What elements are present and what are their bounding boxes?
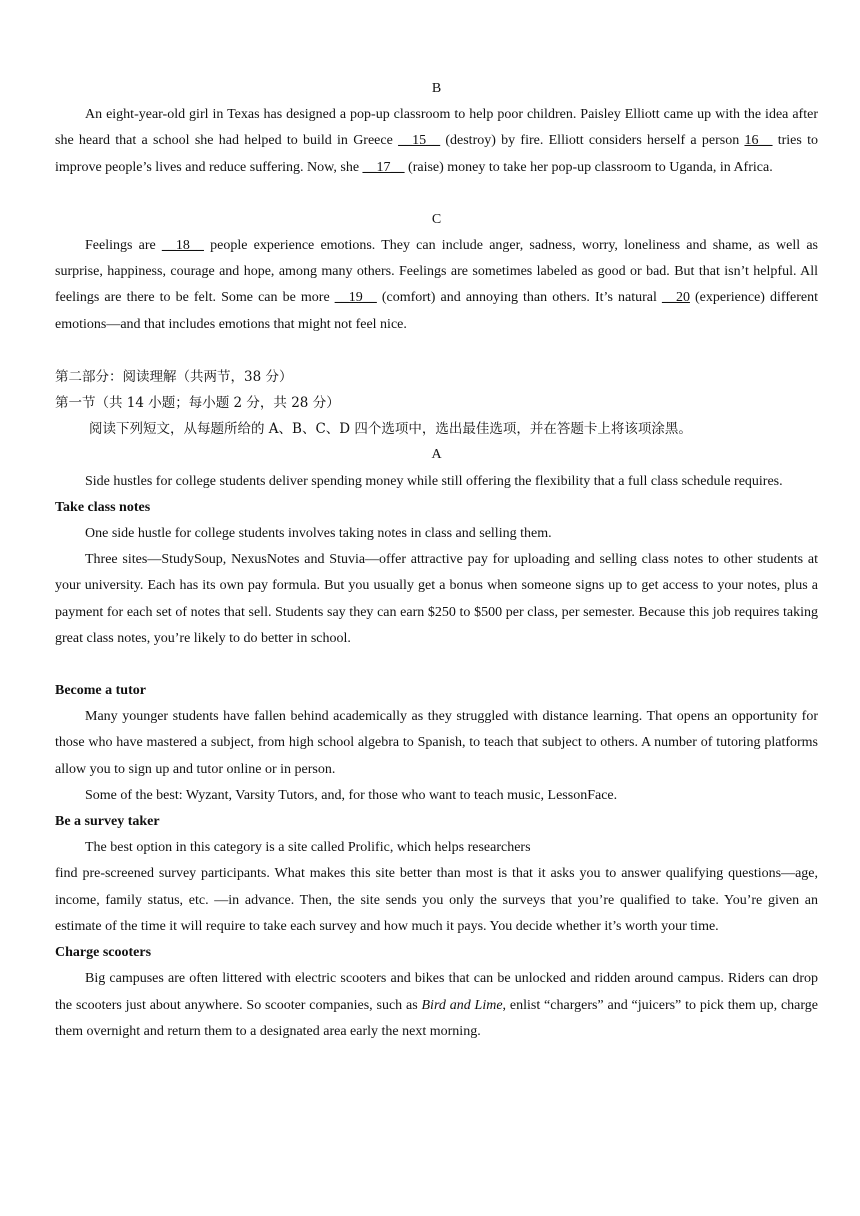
part2-section1-title: 第一节（共 14 小题；每小题 2 分，共 28 分）	[55, 395, 340, 412]
section-b-paragraph	[55, 102, 818, 181]
blank-16: 16__	[744, 133, 773, 149]
text-segment: tries to improve people’s lives and reduce suffering. Now, she	[55, 133, 818, 175]
blank-15: __15__	[398, 133, 441, 149]
blank-18: __18__	[161, 238, 204, 254]
subheading-be-a-survey-taker: Be a survey taker	[55, 814, 160, 830]
blank-19: __19__	[334, 290, 377, 306]
paragraph: Many younger students have fallen behind academically as they struggled with distance learning. That opens an opportunity for those who have mastered a subject, from high school algebra to Spanish, to teach that subject to others. A number of tutoring platforms allow you to sign up and tutor online or in person.	[55, 709, 818, 777]
paragraph-continuation: find pre-screened survey participants. What makes this site better than most is that it asks you to answer qualifying questions—age, income, family status, etc. —in advance. Then, the site sends you only the surveys that you’re qualified to take. You’re given an estimate of the time it will require to take each survey and how much it pays. You decide whether it’s worth your time.	[55, 866, 818, 934]
document-page	[55, 76, 818, 1045]
text-segment: people experience emotions. They can include anger, sadness, worry, loneliness and shame, as well as surprise, happiness, courage and hope, among many others. Feelings are sometimes labeled as good or bad. But that isn’t helpful. All feelings are there to be felt. Some can be more	[55, 238, 818, 306]
paragraph	[55, 966, 818, 1045]
paragraph: One side hustle for college students involves taking notes in class and selling them.	[85, 526, 552, 542]
blank-17: __17__	[362, 159, 405, 175]
text-segment: Big campuses are often littered with electric scooters and bikes that can be unlocked and ridden around campus. Riders can drop the scooters just about anywhere. So scooter companies, such as	[55, 971, 818, 1013]
text-segment: (destroy) by fire. Elliott considers herself a person	[440, 133, 745, 149]
subheading-take-class-notes: Take class notes	[55, 499, 151, 515]
paragraph: Some of the best: Wyzant, Varsity Tutors, and, for those who want to teach music, LessonFace.	[85, 787, 618, 803]
section-c-heading: C	[431, 211, 442, 227]
section-c-paragraph	[55, 233, 818, 338]
part2-instruction: 阅读下列短文，从每题所给的 A、B、C、D 四个选项中，选出最佳选项，并在答题卡上将该项涂黑。	[89, 421, 692, 438]
text-segment: (experience) different emotions—and that includes emotions that might not feel nice.	[55, 290, 818, 332]
text-segment: Feelings are	[85, 238, 162, 254]
passage-a-heading: A	[431, 447, 442, 463]
subheading-become-a-tutor: Become a tutor	[55, 683, 146, 699]
text-segment: An eight-year-old girl in Texas has designed a pop-up classroom to help poor children. Paisley Elliott came up with the idea after she heard that a school she had helped to build in Greece	[55, 107, 818, 149]
section-b-heading: B	[431, 81, 442, 96]
text-segment: , enlist “chargers” and “juicers” to pick them up, charge them overnight and return them to a designated area early the next morning.	[55, 997, 818, 1039]
text-segment: (comfort) and annoying than others. It’s natural	[376, 290, 662, 306]
company-names: Bird and Lime	[421, 997, 503, 1013]
subheading-charge-scooters: Charge scooters	[55, 945, 152, 961]
text-segment: (raise) money to take her pop-up classroom to Uganda, in Africa.	[404, 159, 773, 175]
blank-20: __20	[661, 290, 690, 306]
paragraph: The best option in this category is a site called Prolific, which helps researchers	[85, 840, 531, 856]
paragraph: Three sites—StudySoup, NexusNotes and Stuvia—offer attractive pay for uploading and selling class notes to other students at your university. Each has its own pay formula. But you usually get a bonus when someone signs up to get access to your notes, plus a payment for each set of notes that sell. Students say they can earn $250 to $500 per class, per semester. Because this job requires taking great class notes, you’re likely to do better in school.	[55, 552, 818, 646]
part2-title: 第二部分：阅读理解（共两节，38 分）	[55, 368, 293, 385]
passage-a-intro: Side hustles for college students deliver spending money while still offering the flexibility that a full class schedule requires.	[85, 473, 783, 489]
